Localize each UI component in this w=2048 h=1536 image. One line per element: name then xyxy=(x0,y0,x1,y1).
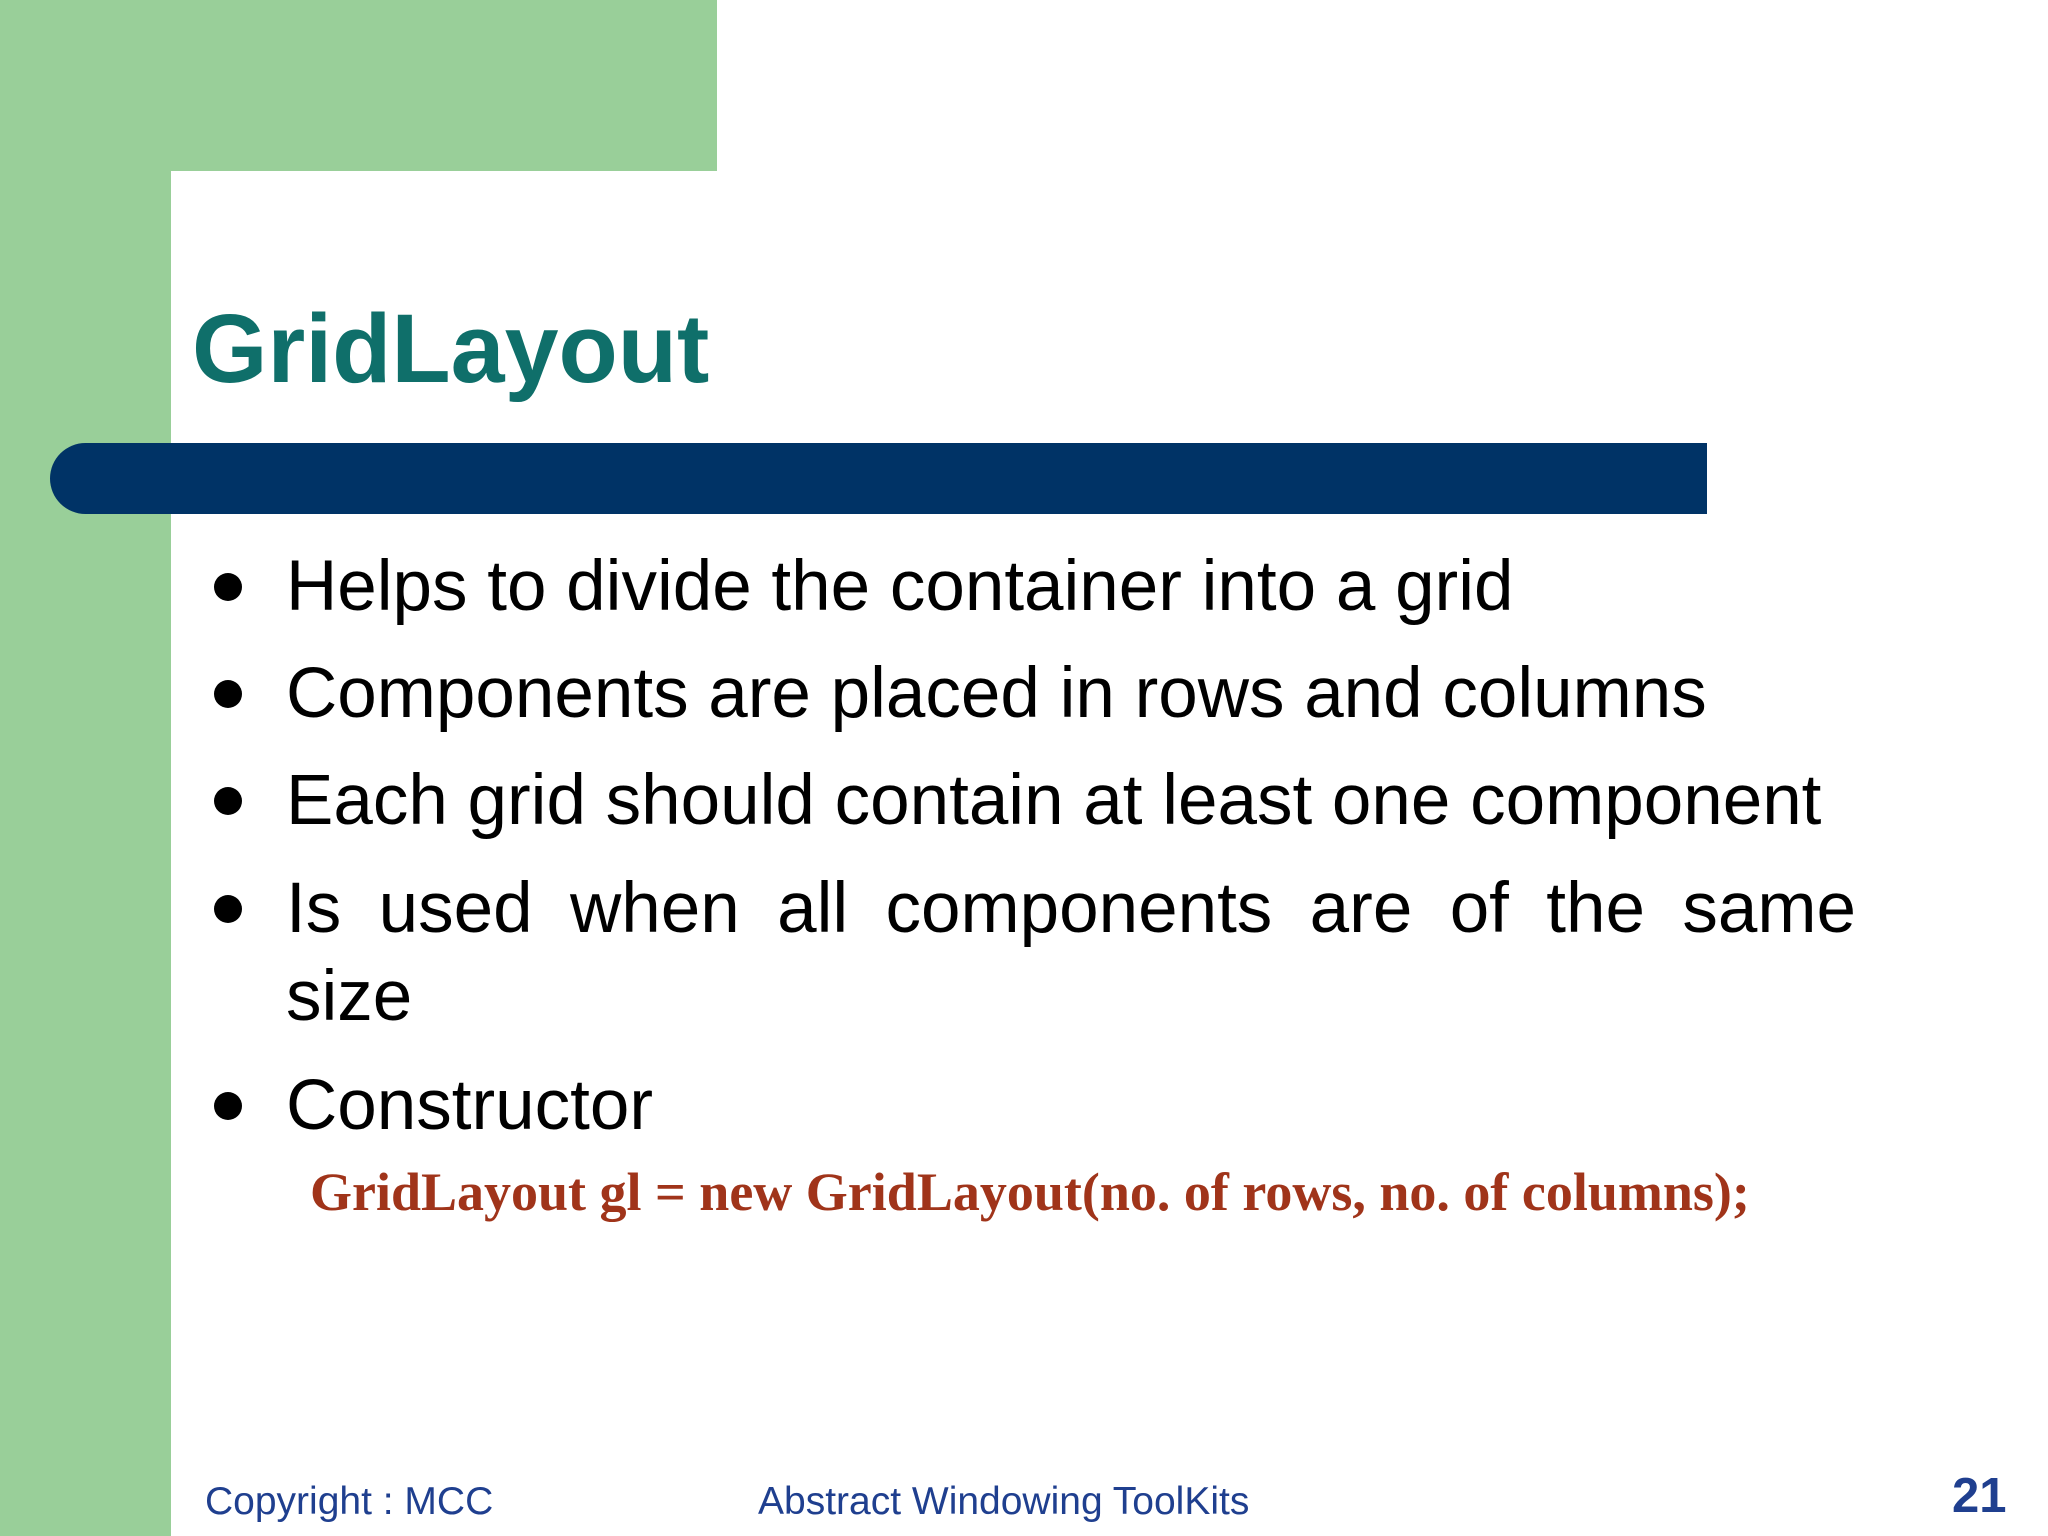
bullet-text: Helps to divide the container into a grid xyxy=(286,547,1514,626)
bullet-dot-icon xyxy=(214,573,242,601)
green-top-band xyxy=(0,0,717,171)
bullet-text: Components are placed in rows and columns xyxy=(286,654,1707,733)
footer-copyright: Copyright : MCC xyxy=(205,1480,494,1523)
bullet-dot-icon xyxy=(214,680,242,708)
title-underline-bar xyxy=(50,443,1707,514)
bullet-text: Constructor xyxy=(286,1066,653,1145)
bullet-dot-icon xyxy=(214,1092,242,1120)
green-side-band xyxy=(0,0,171,1536)
slide-title: GridLayout xyxy=(192,294,710,403)
constructor-code: GridLayout gl = new GridLayout(no. of rows, no. of columns); xyxy=(310,1162,1750,1222)
bullet-text: Is used when all components are of the same size xyxy=(286,869,1856,1036)
bullet-text: Each grid should contain at least one component xyxy=(286,761,1822,840)
footer-title: Abstract Windowing ToolKits xyxy=(758,1480,1250,1523)
page-number: 21 xyxy=(1952,1469,2007,1523)
bullet-dot-icon xyxy=(214,895,242,923)
bullet-dot-icon xyxy=(214,787,242,815)
